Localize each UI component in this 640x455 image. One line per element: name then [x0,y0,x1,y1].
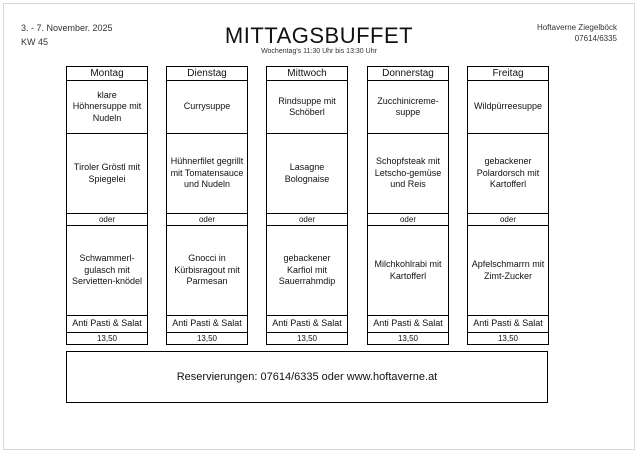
main-dish-2: Schwammerl-gulasch mit Servietten-knödel [66,226,148,316]
or-separator: oder [166,214,248,226]
day-name: Freitag [467,66,549,81]
main-dish-1: Lasagne Bolognaise [266,134,348,214]
main-dish-2: Gnocci in Kürbisragout mit Parmesan [166,226,248,316]
reservation-text: Reservierungen: 07614/6335 oder www.hoftaverne.at [176,371,438,383]
salad: Anti Pasti & Salat [166,316,248,333]
price: 13,50 [367,333,449,345]
price: 13,50 [467,333,549,345]
price: 13,50 [66,333,148,345]
day-column-monday [66,66,148,345]
day-column-friday [467,66,549,345]
day-column-tuesday [166,66,248,345]
main-dish-1: Schopfsteak mit Letscho-gemüse und Reis [367,134,449,214]
soup: Zucchinicreme-suppe [367,81,449,134]
or-separator: oder [66,214,148,226]
day-name: Donnerstag [367,66,449,81]
main-dish-1: gebackener Polardorsch mit Kartofferl [467,134,549,214]
day-column-thursday [367,66,449,345]
salad: Anti Pasti & Salat [66,316,148,333]
day-name: Dienstag [166,66,248,81]
price: 13,50 [266,333,348,345]
calendar-week: KW 45 [21,37,49,47]
company-phone: 07614/6335 [574,34,617,43]
or-separator: oder [266,214,348,226]
main-dish-2: Milchkohlrabi mit Kartofferl [367,226,449,316]
soup: Currysuppe [166,81,248,134]
main-dish-1: Tiroler Gröstl mit Spiegelei [66,134,148,214]
date-range: 3. - 7. November. 2025 [21,23,113,33]
salad: Anti Pasti & Salat [467,316,549,333]
opening-hours: Wochentag's 11:30 Uhr bis 13:30 Uhr [261,48,377,55]
page-title: MITTAGSBUFFET [224,23,414,48]
main-dish-2: Apfelschmarrn mit Zimt-Zucker [467,226,549,316]
day-name: Montag [66,66,148,81]
price: 13,50 [166,333,248,345]
day-column-wednesday [266,66,348,345]
or-separator: oder [367,214,449,226]
soup: Wildpürreesuppe [467,81,549,134]
day-name: Mittwoch [266,66,348,81]
or-separator: oder [467,214,549,226]
company-name: Hoftaverne Ziegelböck [536,23,617,32]
soup: klare Höhnersuppe mit Nudeln [66,81,148,134]
main-dish-2: gebackener Karfiol mit Sauerrahmdip [266,226,348,316]
main-dish-1: Hühnerfilet gegrillt mit Tomatensauce und Nudeln [166,134,248,214]
reservation-box [66,351,548,403]
salad: Anti Pasti & Salat [266,316,348,333]
soup: Rindsuppe mit Schöberl [266,81,348,134]
salad: Anti Pasti & Salat [367,316,449,333]
